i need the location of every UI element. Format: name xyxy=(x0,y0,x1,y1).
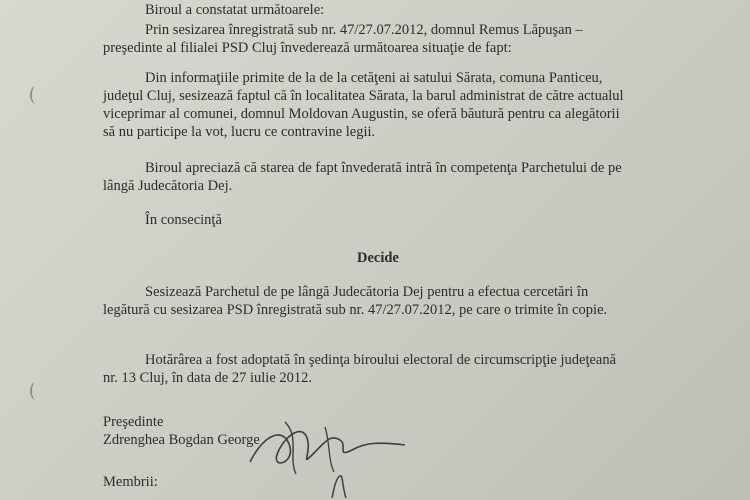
paragraph-5-line-1: Hotărârea a fost adoptată în şedinţa biroului electoral de circumscripţie judeţeană xyxy=(145,352,617,368)
paragraph-2-line-3: viceprimar al comunei, domnul Moldovan Augustin, se oferă băutură pentru ca alegătorii xyxy=(103,106,620,122)
punch-hole-mark xyxy=(30,86,42,104)
paragraph-2-line-4: să nu participe la vot, lucru ce contravine legii. xyxy=(103,124,376,140)
signatory-role: Preşedinte xyxy=(103,414,164,430)
paragraph-1-line-1: Prin sesizarea înregistrată sub nr. 47/27.07.2012, domnul Remus Lăpuşan – xyxy=(145,22,583,38)
paragraph-3-line-1: Biroul apreciază că starea de fapt învederată intră în competenţa Parchetului de pe xyxy=(145,160,622,176)
intro-line: Biroul a constatat următoarele: xyxy=(145,2,325,18)
punch-hole-mark xyxy=(30,382,42,400)
consecinta-line: În consecinţă xyxy=(145,212,222,228)
decide-heading: Decide xyxy=(357,250,399,266)
paragraph-2-line-2: judeţul Cluj, sesizează faptul că în localitatea Sărata, la barul administrat de către actualul xyxy=(103,88,624,104)
paragraph-4-line-2: legătură cu sesizarea PSD înregistrată sub nr. 47/27.07.2012, pe care o trimite în copie. xyxy=(103,302,608,318)
partial-signature-mark xyxy=(320,470,360,500)
paragraph-2-line-1: Din informaţiile primite de la de la cetăţeni ai satului Sărata, comuna Panticeu, xyxy=(145,70,603,86)
signatory-name: Zdrenghea Bogdan George xyxy=(103,432,260,448)
paragraph-4-line-1: Sesizează Parchetul de pe lângă Judecătoria Dej pentru a efectua cercetări în xyxy=(145,284,589,300)
paragraph-1-line-2: preşedinte al filialei PSD Cluj învederează următoarea situaţie de fapt: xyxy=(103,40,512,56)
members-label: Membrii: xyxy=(103,474,158,490)
paragraph-3-line-2: lângă Judecătoria Dej. xyxy=(103,178,233,194)
paragraph-5-line-2: nr. 13 Cluj, în data de 27 iulie 2012. xyxy=(103,370,313,386)
